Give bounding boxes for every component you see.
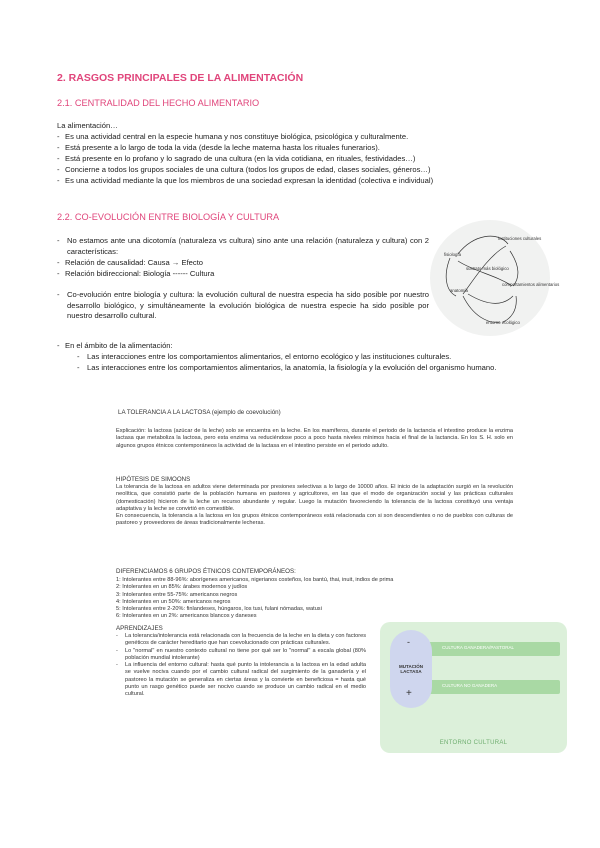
- list-item: 3: Intolerantes entre 55-75%: americanos negros: [116, 591, 238, 598]
- bar-label: CULTURA GANADERA/PASTORAL: [442, 645, 515, 650]
- ambito-block: [57, 341, 557, 374]
- hipotesis-title: HIPÓTESIS DE SIMOONS: [116, 476, 191, 483]
- hipotesis-p2: En consecuencia, la tolerancia a la lactosa en los grupos étnicos contemporáneos está relacionada con si son descendientes o no de pueblos con culturas de pastoreo y proveedores de áreas tradicionalmente lecheras.: [116, 513, 513, 527]
- dicotomia-list: [57, 236, 429, 280]
- coevolution-diagram: [428, 216, 560, 340]
- list-item: - Está presente a lo largo de toda la vida (desde la leche materna hasta los rituales funerarios).: [57, 143, 557, 154]
- bar-label: CULTURA NO GANADERA: [442, 683, 498, 688]
- list-item: - Es una actividad central en la especie humana y nos constituye biológica, psicológica y culturalmente.: [57, 132, 557, 143]
- aprendizajes-list: [116, 633, 366, 699]
- centralidad-block: [57, 121, 557, 186]
- hipotesis-block: [116, 484, 513, 528]
- coevolucion-list: [57, 290, 429, 323]
- list-item: 6: Intolerantes en un 2%: americanos blancos y daneses: [116, 613, 257, 620]
- diagram-label: entorno ecológico: [486, 320, 520, 325]
- list-item: 2: Intolerantes en un 85%: árabes modernos y judíos: [116, 584, 248, 591]
- ambito-intro: - En el ámbito de la alimentación:: [57, 341, 557, 352]
- plus-sign: +: [406, 688, 412, 699]
- lactosa-explicacion: [116, 428, 513, 450]
- list-item: - Relación bidireccional: Biología ------ Cultura: [57, 269, 429, 280]
- subsection-title-2-1: 2.1. CENTRALIDAD DEL HECHO ALIMENTARIO: [57, 98, 260, 108]
- list-item: - Está presente en lo profano y lo sagrado de una cultura (en la vida cotidiana, en rituales, festividades…): [57, 154, 557, 165]
- list-item: - Relación de causalidad: Causa → Efecto: [57, 258, 429, 269]
- centralidad-list: [57, 132, 557, 187]
- list-item: 4: Intolerantes en un 50%: americanos negros: [116, 598, 231, 605]
- list-item: - Co-evolución entre biología y cultura: la evolución cultural de nuestra especia ha sido posible por nuestro desarrollo biológico, y simultáneamente la evolución biológica de nuestra especie ha sido posible por nuestro desarrollo cultural.: [57, 290, 429, 323]
- grupos-title: DIFERENCIAMOS 6 GRUPOS ÉTNICOS CONTEMPORÁNEOS:: [116, 568, 296, 575]
- list-item: - Lo "normal" en nuestro contexto cultural no tiene por qué ser lo "normal" a escala global (80% población mundial intolerante): [116, 648, 366, 663]
- section-title: 2. RASGOS PRINCIPALES DE LA ALIMENTACIÓN: [57, 72, 304, 84]
- list-item: 5: Intolerantes entre 2-20%: finlandeses, húngaros, los tusi, fulani nómadas, watusi: [116, 606, 322, 613]
- ambito-list: [57, 352, 557, 374]
- subsection-title-2-2: 2.2. CO-EVOLUCIÓN ENTRE BIOLOGÍA Y CULTURA: [57, 212, 280, 222]
- list-item: - Concierne a todos los grupos sociales de una cultura (todos los grupos de edad, clases sociales, géneros…): [57, 165, 557, 176]
- diagram-label: sustrato más biológico: [466, 266, 509, 271]
- entorno-cultural-label: ENTORNO CULTURAL: [439, 740, 508, 746]
- grupos-list: [116, 577, 516, 621]
- cultura-ganadera-bar: [420, 642, 560, 656]
- mutacion-label: MUTACIÓN LACTASA: [399, 664, 423, 674]
- list-item: - No estamos ante una dicotomía (naturaleza vs cultura) sino ante una relación (naturaleza y cultura) con 2 características:: [57, 236, 429, 258]
- diagram-label: instituciones culturales: [498, 236, 542, 241]
- diagram-label: fisiología: [444, 252, 461, 257]
- list-item: - La tolerancia/intolerancia está relacionada con la frecuencia de la leche en la dieta y con factores genéticos de carácter hereditario que han coevolucionado con prácticas culturales.: [116, 633, 366, 648]
- list-item: 1: Intolerantes entre 88-96%: aborígenes americanos, nigerianos costeños, los bantú, thai, inuit, indios de prima: [116, 577, 394, 583]
- hipotesis-p1: La tolerancia de la lactosa en adultos viene determinada por presiones selectivas a lo largo de 10000 años. El inicio de la adaptación surgió en la revolución neolítica, que consistió parte de la población humana en pastores y agricultores, en las que el modo de organización social y las prácticas culturales (domesticación) hicieron de la leche un recurso abundante y regular. Luego la mutación favoreciendo la tolerancia de la lactosa constituyó una ventaja adaptativa y la leche se convirtió en comestible.: [116, 484, 513, 512]
- minus-sign: -: [407, 637, 410, 647]
- diagram-label: anatomía: [450, 288, 468, 293]
- list-item: - Es una actividad mediante la que los miembros de una sociedad expresan la identidad (colectiva e individual): [57, 176, 557, 187]
- list-item: - Las interacciones entre los comportamientos alimentarios, la anatomía, la fisiología y la evolución del organismo humano.: [77, 363, 557, 374]
- mutacion-oval: [390, 630, 432, 708]
- list-item: - Las interacciones entre los comportamientos alimentarios, el entorno ecológico y las instituciones culturales.: [77, 352, 557, 363]
- explicacion-text: Explicación: la lactosa (azúcar de la leche) solo se encuentra en la leche. En los mamíferos, durante el periodo de la lactancia el intestino produce la enzima lactasa que metaboliza la lactosa, pero esta enzima va reduciéndose poco a poco hasta niveles mínimos hacia el final de la lactancia. En los S. H. solo en algunos grupos étnicos contemporáneos la actividad de la lactasa en el intestino persiste en el periodo adulto.: [116, 428, 513, 449]
- cultura-no-ganadera-bar: [420, 680, 560, 694]
- lactosa-title: LA TOLERANCIA A LA LACTOSA (ejemplo de coevolución): [118, 409, 281, 416]
- aprendizajes-title: APRENDIZAJES: [116, 625, 163, 632]
- diagram-label: comportamientos alimentarios: [502, 282, 560, 287]
- list-item: - La influencia del entorno cultural: hasta qué punto la intolerancia a la lactosa en la edad adulta se vuelve nociva cuando por el cambio cultural radical del surgimiento de la ganadería y el pastoreo la mutación se generaliza en ciertas áreas y la convierte en beneficiosa = hasta qué punto un rasgo genético puede ser nocivo cuando se produce un cambio radical en el medio cultural.: [116, 662, 366, 698]
- coevolucion-block: [57, 236, 429, 322]
- entorno-cultural-diagram: [380, 622, 567, 753]
- centralidad-intro: La alimentación…: [57, 121, 118, 130]
